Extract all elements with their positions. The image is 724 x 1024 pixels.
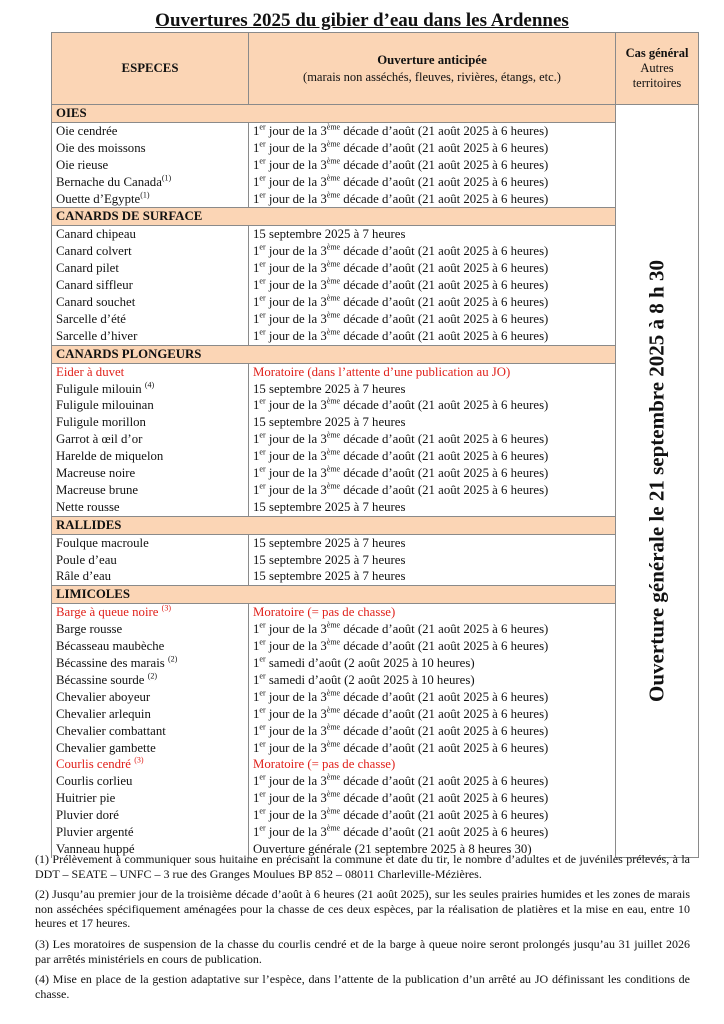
early-opening-date: 1er jour de la 3ème décade d’août (21 août 2025 à 6 heures) [249,157,616,174]
species-name: Chevalier gambette [52,740,249,757]
species-name: Macreuse brune [52,482,249,499]
table-row [52,448,699,465]
table-row [52,499,699,516]
early-opening-date: 1er jour de la 3ème décade d’août (21 août 2025 à 6 heures) [249,140,616,157]
early-opening-date: 1er jour de la 3ème décade d’août (21 août 2025 à 6 heures) [249,448,616,465]
header-general-case: Cas général Autres territoires [616,33,699,105]
early-opening-date: 15 septembre 2025 à 7 heures [249,499,616,516]
general-opening-text: Ouverture générale le 21 septembre 2025 à 8 h 30 [644,260,669,703]
species-name: Canard souchet [52,294,249,311]
footnotes [35,852,690,1007]
early-opening-date: 1er jour de la 3ème décade d’août (21 août 2025 à 6 heures) [249,807,616,824]
species-name: Chevalier combattant [52,723,249,740]
table-row [52,672,699,689]
category-label: RALLIDES [52,516,616,534]
table-row [52,414,699,431]
early-opening-date: 1er jour de la 3ème décade d’août (21 août 2025 à 6 heures) [249,723,616,740]
early-opening-date: 1er jour de la 3ème décade d’août (21 août 2025 à 6 heures) [249,773,616,790]
species-name: Chevalier arlequin [52,706,249,723]
species-name: Bécasseau maubèche [52,638,249,655]
table-row [52,824,699,841]
early-opening-date: 15 septembre 2025 à 7 heures [249,226,616,243]
species-name: Sarcelle d’été [52,311,249,328]
early-opening-date: Moratoire (= pas de chasse) [249,604,616,621]
early-opening-date: 1er jour de la 3ème décade d’août (21 août 2025 à 6 heures) [249,482,616,499]
table-row [52,191,699,208]
table-row [52,638,699,655]
table-row [52,328,699,345]
early-opening-date: Moratoire (dans l’attente d’une publication au JO) [249,363,616,380]
early-opening-date: 1er jour de la 3ème décade d’août (21 août 2025 à 6 heures) [249,706,616,723]
header-early-opening: Ouverture anticipée (marais non asséchés, fleuves, rivières, étangs, etc.) [249,33,616,105]
species-name: Canard colvert [52,243,249,260]
early-opening-date: 15 septembre 2025 à 7 heures [249,552,616,569]
table-row [52,277,699,294]
footnote: (2) Jusqu’au premier jour de la troisième décade d’août à 6 heures (21 août 2025), sur les seules prairies humides et les zones de marais non asséchées spécifiquement aménagées pour la chasse de ces deux espèces, par la réalisation de platières et la mise en eau, entre 10 heures et 17 heures. [35,887,690,931]
early-opening-date: 1er jour de la 3ème décade d’août (21 août 2025 à 6 heures) [249,260,616,277]
table-row [52,311,699,328]
table-row [52,534,699,551]
species-name: Canard siffleur [52,277,249,294]
species-name: Bécassine des marais $^{(2)}$ [52,655,249,672]
table-row [52,363,699,380]
table-row [52,157,699,174]
species-name: Fuligule morillon [52,414,249,431]
category-row [52,208,699,226]
category-row [52,586,699,604]
early-opening-date: 1er jour de la 3ème décade d’août (21 août 2025 à 6 heures) [249,431,616,448]
species-name: Fuligule milouin $^{(4)}$ [52,381,249,398]
early-opening-date: 15 septembre 2025 à 7 heures [249,568,616,585]
species-name: Oie des moissons [52,140,249,157]
category-label: CANARDS DE SURFACE [52,208,616,226]
early-opening-date: 1er samedi d’août (2 août 2025 à 10 heures) [249,672,616,689]
table-row [52,568,699,585]
species-name: Poule d’eau [52,552,249,569]
early-opening-date: 1er jour de la 3ème décade d’août (21 août 2025 à 6 heures) [249,790,616,807]
species-name: Eider à duvet [52,363,249,380]
species-name: Pluvier argenté [52,824,249,841]
header-species: ESPECES [52,33,249,105]
table-row [52,723,699,740]
species-name: Macreuse noire [52,465,249,482]
table-row [52,552,699,569]
table-row [52,122,699,139]
table-row [52,689,699,706]
early-opening-date: 1er samedi d’août (2 août 2025 à 10 heures) [249,655,616,672]
early-opening-date: 1er jour de la 3ème décade d’août (21 août 2025 à 6 heures) [249,689,616,706]
early-opening-date: 15 septembre 2025 à 7 heures [249,534,616,551]
general-opening-cell [616,105,699,858]
species-name: Oie rieuse [52,157,249,174]
table-row [52,260,699,277]
page-title: Ouvertures 2025 du gibier d’eau dans les Ardennes [155,10,569,31]
table-row [52,294,699,311]
early-opening-date: 1er jour de la 3ème décade d’août (21 août 2025 à 6 heures) [249,243,616,260]
species-name: Barge à queue noire $^{(3)}$ [52,604,249,621]
table-row [52,431,699,448]
footnote: (1) Prélèvement à communiquer sous huitaine en précisant la commune et date du tir, le nombre d’adultes et de juvéniles prélevés, à la DDT – SEATE – UNFC – 3 rue des Granges Moulues BP 852 – 08011 Charleville-Mézières. [35,852,690,881]
table-row [52,756,699,773]
early-opening-date: 1er jour de la 3ème décade d’août (21 août 2025 à 6 heures) [249,740,616,757]
early-opening-date: 1er jour de la 3ème décade d’août (21 août 2025 à 6 heures) [249,277,616,294]
category-row [52,345,699,363]
early-opening-date: Ouverture générale (21 septembre 2025 à 8 heures 30) [249,841,616,858]
table-row [52,807,699,824]
species-name: Fuligule milouinan [52,397,249,414]
opening-table [51,32,699,858]
species-name: Bécassine sourde $^{(2)}$ [52,672,249,689]
species-name: Vanneau huppé [52,841,249,858]
table-row [52,706,699,723]
early-opening-date: 1er jour de la 3ème décade d’août (21 août 2025 à 6 heures) [249,465,616,482]
species-name: Oie cendrée [52,122,249,139]
table-row [52,655,699,672]
species-name: Râle d’eau [52,568,249,585]
early-opening-date: 1er jour de la 3ème décade d’août (21 août 2025 à 6 heures) [249,311,616,328]
early-opening-date: 1er jour de la 3ème décade d’août (21 août 2025 à 6 heures) [249,328,616,345]
species-name: Courlis corlieu [52,773,249,790]
early-opening-date: Moratoire (= pas de chasse) [249,756,616,773]
table-row [52,174,699,191]
table-body [52,105,699,858]
early-opening-date: 1er jour de la 3ème décade d’août (21 août 2025 à 6 heures) [249,397,616,414]
species-name: Nette rousse [52,499,249,516]
table-row [52,465,699,482]
species-name: Ouette d’Egypte$^{(1)}$ [52,191,249,208]
species-name: Sarcelle d’hiver [52,328,249,345]
category-label: CANARDS PLONGEURS [52,345,616,363]
footnote: (3) Les moratoires de suspension de la chasse du courlis cendré et de la barge à queue noire seront prolongés jusqu’au 31 juillet 2026 par arrêtés ministériels en cours de publication. [35,936,690,966]
table-row [52,381,699,398]
species-name: Foulque macroule [52,534,249,551]
early-opening-date: 15 septembre 2025 à 7 heures [249,381,616,398]
early-opening-date: 1er jour de la 3ème décade d’août (21 août 2025 à 6 heures) [249,638,616,655]
species-name: Courlis cendré $^{(3)}$ [52,756,249,773]
early-opening-date: 15 septembre 2025 à 7 heures [249,414,616,431]
early-opening-date: 1er jour de la 3ème décade d’août (21 août 2025 à 6 heures) [249,191,616,208]
early-opening-date: 1er jour de la 3ème décade d’août (21 août 2025 à 6 heures) [249,824,616,841]
species-name: Chevalier aboyeur [52,689,249,706]
species-name: Bernache du Canada$^{(1)}$ [52,174,249,191]
species-name: Huitrier pie [52,790,249,807]
table-row [52,243,699,260]
table-row [52,397,699,414]
species-name: Pluvier doré [52,807,249,824]
table-row [52,140,699,157]
category-row [52,105,699,123]
early-opening-date: 1er jour de la 3ème décade d’août (21 août 2025 à 6 heures) [249,294,616,311]
species-name: Harelde de miquelon [52,448,249,465]
table-row [52,773,699,790]
category-label: OIES [52,105,616,123]
table-row [52,790,699,807]
early-opening-date: 1er jour de la 3ème décade d’août (21 août 2025 à 6 heures) [249,174,616,191]
table-row [52,740,699,757]
category-label: LIMICOLES [52,586,616,604]
species-name: Barge rousse [52,621,249,638]
table-row [52,604,699,621]
species-name: Canard chipeau [52,226,249,243]
species-name: Canard pilet [52,260,249,277]
early-opening-date: 1er jour de la 3ème décade d’août (21 août 2025 à 6 heures) [249,621,616,638]
early-opening-date: 1er jour de la 3ème décade d’août (21 août 2025 à 6 heures) [249,122,616,139]
category-row [52,516,699,534]
footnote: (4) Mise en place de la gestion adaptative sur l’espèce, dans l’attente de la publication d’un arrêté au JO définissant les conditions de chasse. [35,972,690,1001]
table-row [52,621,699,638]
table-row [52,226,699,243]
table-row [52,482,699,499]
species-name: Garrot à œil d’or [52,431,249,448]
